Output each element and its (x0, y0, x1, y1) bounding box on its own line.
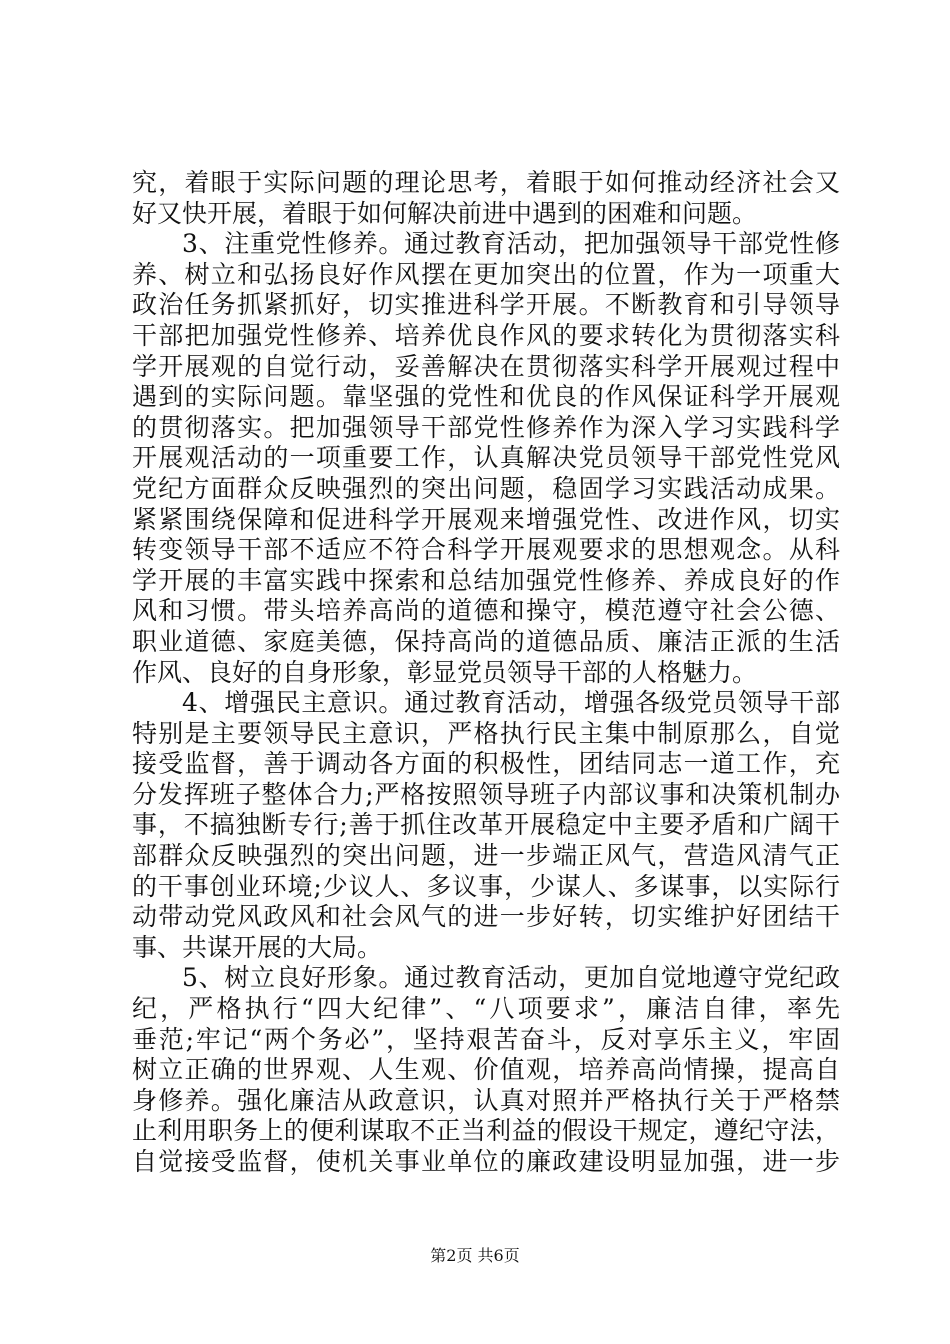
text-line: 究，着眼于实际问题的理论思考，着眼于如何推动经济社会又 (132, 168, 840, 197)
text-line: 纪，严格执行“四大纪律”、“八项要求”，廉洁自律，率先 (132, 994, 840, 1024)
text-line: 事，不搞独断专行;善于抓住改革开展稳定中主要矛盾和广阔干 (132, 810, 840, 840)
text-line: 接受监督，善于调动各方面的积极性，团结同志一道工作，充 (132, 749, 840, 779)
text-line: 部群众反映强烈的突出问题，进一步端正风气，营造风清气正 (132, 841, 840, 871)
text-line: 3、注重党性修养。通过教育活动，把加强领导干部党性修 (182, 229, 840, 259)
page-footer: 第2页 共6页 (430, 1246, 520, 1265)
text-line: 垂范;牢记“两个务必”，坚持艰苦奋斗，反对享乐主义，牢固 (132, 1024, 840, 1054)
text-line: 动带动党风政风和社会风气的进一步好转，切实维护好团结干 (132, 902, 840, 932)
text-line: 风和习惯。带头培养高尚的道德和操守，模范遵守社会公德、 (132, 596, 840, 626)
text-line: 干部把加强党性修养、培养优良作风的要求转化为贯彻落实科 (132, 320, 840, 350)
text-line: 养、树立和弘扬良好作风摆在更加突出的位置，作为一项重大 (132, 259, 840, 289)
text-line: 学开展观的自觉行动，妥善解决在贯彻落实科学开展观过程中 (132, 351, 840, 381)
text-line: 作风、良好的自身形象，彰显党员领导干部的人格魅力。 (132, 657, 758, 687)
text-line: 止利用职务上的便利谋取不正当利益的假设干规定，遵纪守法， (132, 1116, 840, 1146)
text-line: 自觉接受监督，使机关事业单位的廉政建设明显加强，进一步 (132, 1147, 840, 1176)
paragraph (132, 688, 840, 963)
text-line: 树立正确的世界观、人生观、价值观，培养高尚情操，提高自 (132, 1055, 840, 1085)
text-line: 好又快开展，着眼于如何解决前进中遇到的困难和问题。 (132, 198, 758, 228)
text-line: 特别是主要领导民主意识，严格执行民主集中制原那么，自觉 (132, 718, 840, 748)
text-line: 身修养。强化廉洁从政意识，认真对照并严格执行关于严格禁 (132, 1085, 840, 1115)
paragraph (132, 963, 840, 1177)
text-line: 政治任务抓紧抓好，切实推进科学开展。不断教育和引导领导 (132, 290, 840, 320)
text-line: 职业道德、家庭美德，保持高尚的道德品质、廉洁正派的生活 (132, 626, 840, 656)
text-line: 转变领导干部不适应不符合科学开展观要求的思想观念。从科 (132, 535, 840, 565)
paragraph (132, 168, 840, 229)
text-line: 的干事创业环境;少议人、多议事，少谋人、多谋事，以实际行 (132, 871, 840, 901)
text-line: 4、增强民主意识。通过教育活动，增强各级党员领导干部 (182, 688, 840, 718)
document-body (132, 168, 840, 1178)
text-line: 党纪方面群众反映强烈的突出问题，稳固学习实践活动成果。 (132, 473, 840, 503)
text-line: 遇到的实际问题。靠坚强的党性和优良的作风保证科学开展观 (132, 382, 840, 412)
text-line: 事、共谋开展的大局。 (132, 932, 383, 962)
text-line: 的贯彻落实。把加强领导干部党性修养作为深入学习实践科学 (132, 412, 840, 442)
text-line: 开展观活动的一项重要工作，认真解决党员领导干部党性党风 (132, 443, 840, 473)
text-line: 5、树立良好形象。通过教育活动，更加自觉地遵守党纪政 (182, 963, 840, 993)
text-line: 学开展的丰富实践中探索和总结加强党性修养、养成良好的作 (132, 565, 840, 595)
text-line: 紧紧围绕保障和促进科学开展观来增强党性、改进作风，切实 (132, 504, 840, 534)
paragraph (132, 229, 840, 688)
text-line: 分发挥班子整体合力;严格按照领导班子内部议事和决策机制办 (132, 779, 840, 809)
